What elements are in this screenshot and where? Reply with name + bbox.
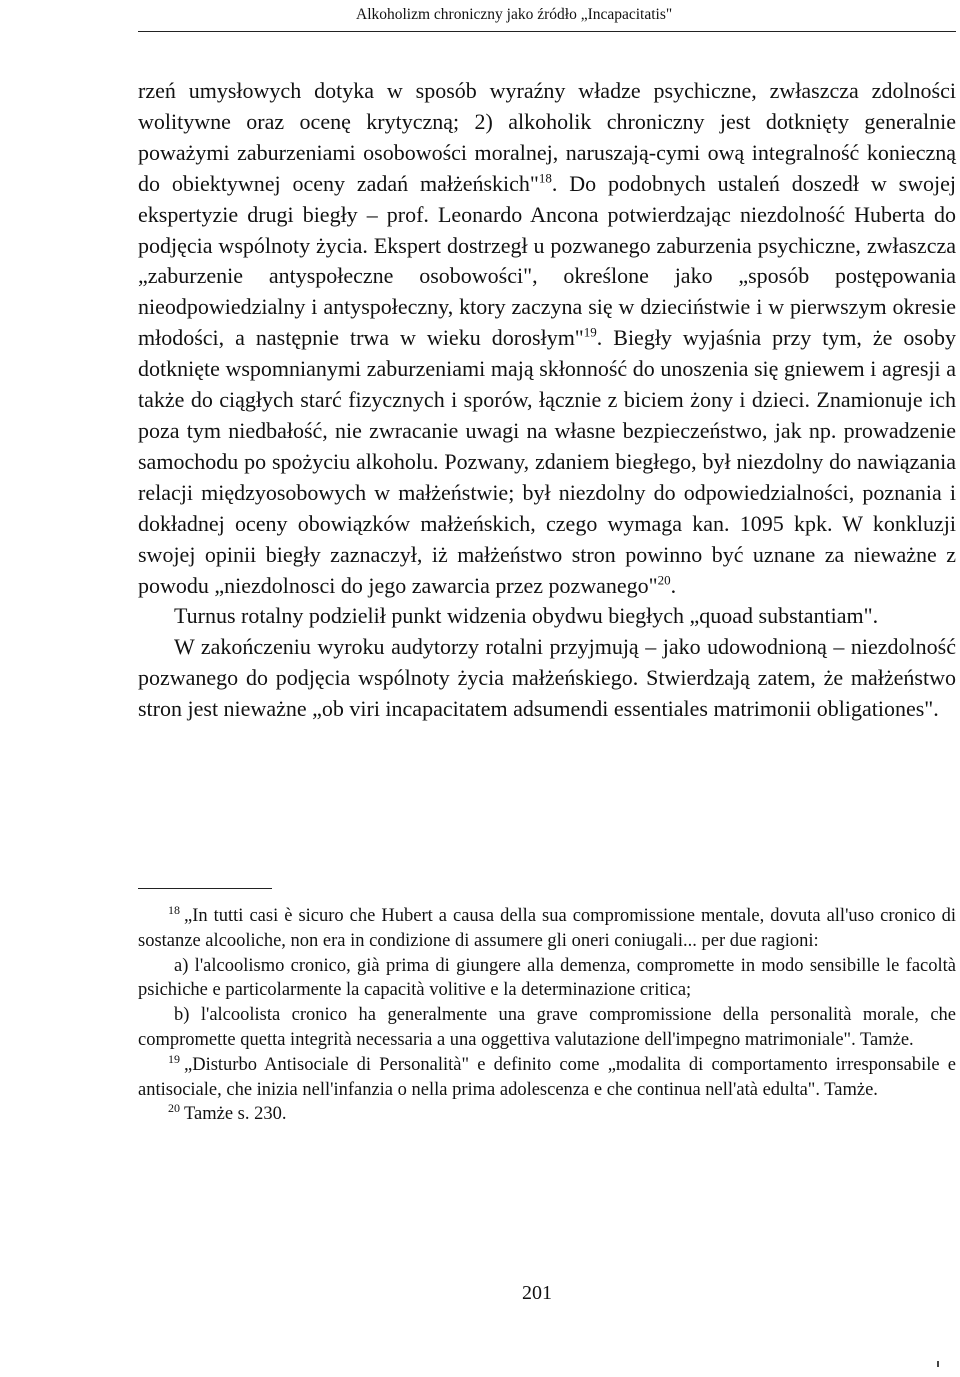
- footnotes: [138, 904, 956, 1127]
- paragraph-1-text-cont: . Do podobnych ustaleń doszedł w swojej ekspertyzie drugi biegły – prof. Leonardo Ancona potwierdzając niezdolność Huberta do podjęcia wspólnoty życia. Ekspert dostrzegł u pozwanego zaburzenia psychiczne, zwłaszcza „zaburzenie antyspołeczne osobowości", określone jako „sposób postępowania nieodpowiedzialny i antyspołeczny, ktory zaczyna się w dzieciństwie i w pierwszym okresie młodości, a następnie trwa w wieku dorosłym": [138, 170, 957, 351]
- footnote-ref-19[interactable]: 19: [583, 324, 597, 340]
- page-number: 201: [522, 1282, 552, 1304]
- footnote-20: [138, 1102, 956, 1127]
- paragraph-1-end: .: [670, 572, 677, 598]
- footnote-18-point-a: a) l'alcoolismo cronico, già prima di giungere alla demenza, compromette in modo sensibille le facoltà psichiche e particolarmente la capacità volitive e la determinazione critica;: [138, 955, 956, 1001]
- footnote-rule: [138, 888, 272, 889]
- footnote-19: [138, 1053, 956, 1103]
- footnote-20-text: Tamże s. 230.: [184, 1104, 287, 1125]
- paragraph-3: W zakończeniu wyroku audytorzy rotalni przyjmują – jako udowodnioną – niezdolność pozwanego do podjęcia wspólnoty życia małżeńskiego. Stwierdzają zatem, że małżeństwo stron jest nieważne „ob viri incapacitatem adsumendi essentiales matrimonii obligationes".: [138, 634, 956, 722]
- footnote-ref-18[interactable]: 18: [538, 170, 552, 186]
- paragraph-1: [138, 76, 956, 601]
- paragraph-2: Turnus rotalny podzielił punkt widzenia obydwu biegłych „quoad substantiam".: [174, 603, 879, 629]
- footnote-18-number: 18: [168, 902, 180, 917]
- footnote-ref-20[interactable]: 20: [657, 572, 671, 588]
- paragraph-1-text: rzeń umysłowych dotyka w sposób wyraźny władze psychiczne, zwłaszcza zdolności wolitywne oraz ocenę krytyczną; 2) alkoholik chroniczny jest dotknięty generalnie poważymi zaburzeniami osobowości moralnej, naruszają-cymi ową integralność konieczną do obiektywnej oceny zadań małżeńskich": [138, 78, 956, 196]
- footnote-19-number: 19: [168, 1051, 180, 1066]
- main-text: [138, 76, 956, 725]
- header-rule: [138, 31, 956, 32]
- footnote-20-number: 20: [168, 1101, 180, 1116]
- footnote-19-text: „Disturbo Antisociale di Personalità" e definito come „modalita di comportamento irresponsabile e antisociale, che inizia nell'infanzia o nella prima adolescenza e che continua nell'atà edulta". Tamże.: [138, 1054, 956, 1100]
- scan-mark: [937, 1361, 939, 1367]
- paragraph-1-text-cont2: . Biegły wyjaśnia przy tym, że osoby dotknięte wspomnianymi zaburzeniami mają skłonność do unoszenia się gniewem i agresji a także do ciągłych starć fizycznych i sporów, łącznie z biciem żony i dzieci. Znamionuje ich poza tym niedbałość, nie zwracanie uwagi na własne bezpieczeństwo, jak np. prowadzenie samochodu po spożyciu alkoholu. Pozwany, zdaniem biegłego, był niezdolny do nawiązania relacji międzyosobowych w małżeństwie; był niezdolny do odpowiedzialności, poznania i dokładnej oceny obowiązków małżeńskich, czego wymaga kan. 1095 kpk. W konkluzji swojej opinii biegły zaznaczył, iż małżeństwo stron powinno być uznane za nieważne z powodu „niezdolnosci do jego zawarcia przez pozwanego": [138, 325, 956, 598]
- footnote-18: [138, 904, 956, 954]
- footnote-18-point-b: b) l'alcoolista cronico ha generalmente una grave compromissione della personalità morale, che compromette quetta integrità necessaria a una oggettiva valutazione dell'impegno matrimoniale". Tamże.: [138, 1005, 956, 1050]
- footnote-18-text: „In tutti casi è sicuro che Hubert a causa della sua compromissione mentale, dovuta all'uso cronico di sostanze alcooliche, non era in condizione di assumere gli oneri coniugali... per due ragioni:: [138, 906, 956, 951]
- running-title: Alkoholizm chroniczny jako źródło „Incapacitatis": [356, 6, 673, 23]
